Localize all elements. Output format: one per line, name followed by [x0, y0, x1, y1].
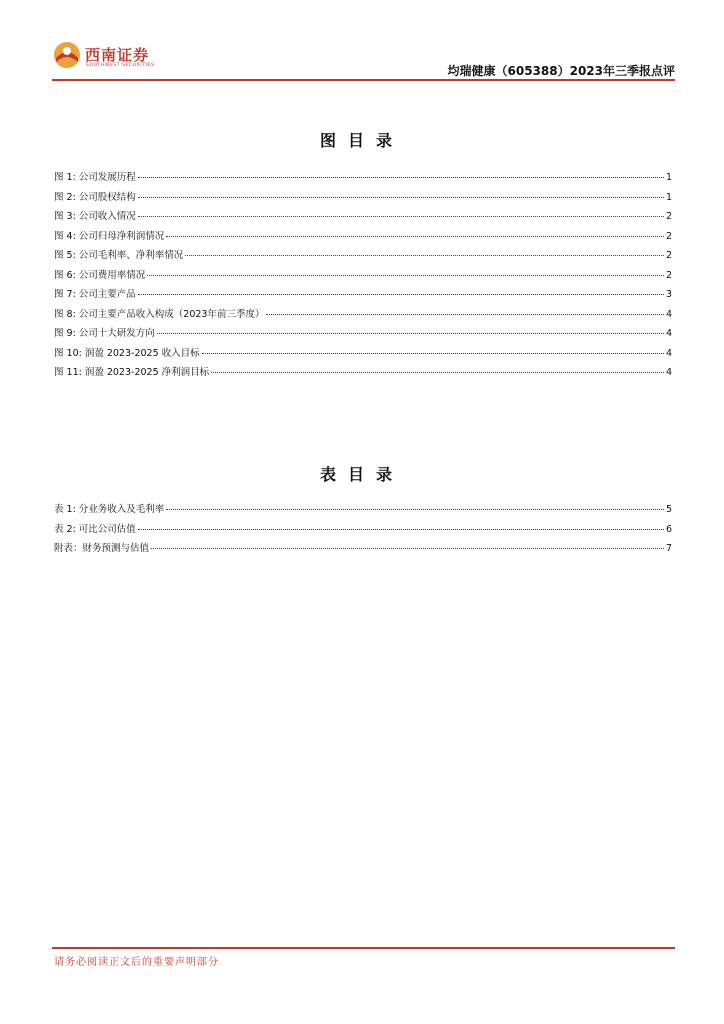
- figure-toc-entry-page: 1: [665, 191, 672, 203]
- table-toc-entry[interactable]: [54, 501, 672, 521]
- figure-toc-entry[interactable]: [54, 189, 672, 209]
- dot-leader: [138, 177, 664, 178]
- table-toc-entry[interactable]: [54, 521, 672, 541]
- dot-leader: [151, 548, 664, 549]
- figure-toc-entry[interactable]: [54, 228, 672, 248]
- company-logo: [52, 40, 212, 76]
- figure-toc-entry-page: 3: [665, 289, 672, 300]
- figure-toc-entry-label: 图 3: 公司收入情况: [54, 211, 136, 222]
- figure-toc-entry-label: 图 1: 公司发展历程: [54, 172, 136, 183]
- figure-toc-entry-page: 2: [665, 269, 672, 281]
- figures-toc-title: 图目录: [319, 131, 404, 150]
- figure-toc-entry-label: 图 11: 润盈 2023-2025 净利润目标: [54, 367, 210, 378]
- dot-leader: [266, 314, 663, 315]
- figure-toc-entry[interactable]: [54, 208, 672, 228]
- dot-leader: [138, 294, 664, 295]
- figure-toc-entry[interactable]: [54, 267, 672, 287]
- figure-toc-entry[interactable]: [54, 364, 672, 384]
- figure-toc-entry-page: 1: [665, 172, 672, 183]
- header-divider: [52, 79, 675, 81]
- figure-toc-entry-label: 图 6: 公司费用率情况: [54, 269, 146, 281]
- figure-toc-entry-label: 图 10: 润盈 2023-2025 收入目标: [54, 347, 200, 359]
- tables-toc-list: [54, 501, 672, 560]
- dot-leader: [138, 529, 664, 530]
- dot-leader: [138, 197, 664, 198]
- figure-toc-entry-page: 2: [665, 211, 672, 222]
- figure-toc-entry-label: 图 2: 公司股权结构: [54, 191, 136, 203]
- dot-leader: [147, 275, 664, 276]
- table-toc-entry-page: 7: [665, 543, 672, 554]
- page-header: [52, 40, 675, 80]
- figure-toc-entry-page: 4: [665, 347, 672, 359]
- figures-toc-list: [54, 169, 672, 384]
- figure-toc-entry[interactable]: [54, 169, 672, 189]
- figure-toc-entry-page: 2: [665, 250, 672, 261]
- tables-toc-title: 表目录: [319, 465, 404, 484]
- dot-leader: [166, 509, 664, 510]
- figure-toc-entry[interactable]: [54, 286, 672, 306]
- logo-english-name: SOUTHWEST SECURITIES: [86, 63, 155, 68]
- figure-toc-entry-page: 4: [665, 367, 672, 378]
- logo-emblem-icon: [52, 40, 82, 70]
- figure-toc-entry-page: 2: [665, 230, 672, 242]
- dot-leader: [202, 353, 664, 354]
- figure-toc-entry-label: 图 4: 公司归母净利润情况: [54, 230, 165, 242]
- report-title: 均瑞健康（605388）2023年三季报点评: [447, 64, 675, 78]
- figure-toc-entry-page: 4: [665, 328, 672, 339]
- figure-toc-entry-label: 图 5: 公司毛利率、净利率情况: [54, 250, 184, 261]
- figure-toc-entry-label: 图 9: 公司十大研发方向: [54, 328, 155, 339]
- dot-leader: [138, 216, 664, 217]
- table-toc-entry-label: 表 2: 可比公司估值: [54, 523, 136, 535]
- dot-leader: [211, 372, 664, 373]
- dot-leader: [166, 236, 664, 237]
- footer-disclaimer: 请务必阅读正文后的重要声明部分: [54, 957, 219, 968]
- table-toc-entry-label: 表 1: 分业务收入及毛利率: [54, 504, 165, 515]
- figure-toc-entry[interactable]: [54, 325, 672, 345]
- figure-toc-entry[interactable]: [54, 306, 672, 326]
- table-toc-entry[interactable]: [54, 540, 672, 560]
- table-toc-entry-label: 附表：财务预测与估值: [54, 543, 150, 554]
- figure-toc-entry[interactable]: [54, 247, 672, 267]
- figure-toc-entry-label: 图 8: 公司主要产品收入构成（2023年前三季度）: [54, 308, 265, 320]
- figure-toc-entry-label: 图 7: 公司主要产品: [54, 289, 136, 300]
- figure-toc-entry[interactable]: [54, 345, 672, 365]
- table-toc-entry-page: 6: [665, 523, 672, 535]
- logo-chinese-name: 西南证券: [85, 46, 150, 64]
- dot-leader: [185, 255, 664, 256]
- dot-leader: [157, 333, 664, 334]
- table-toc-entry-page: 5: [665, 504, 672, 515]
- footer-divider: [52, 947, 675, 949]
- figure-toc-entry-page: 4: [665, 308, 672, 320]
